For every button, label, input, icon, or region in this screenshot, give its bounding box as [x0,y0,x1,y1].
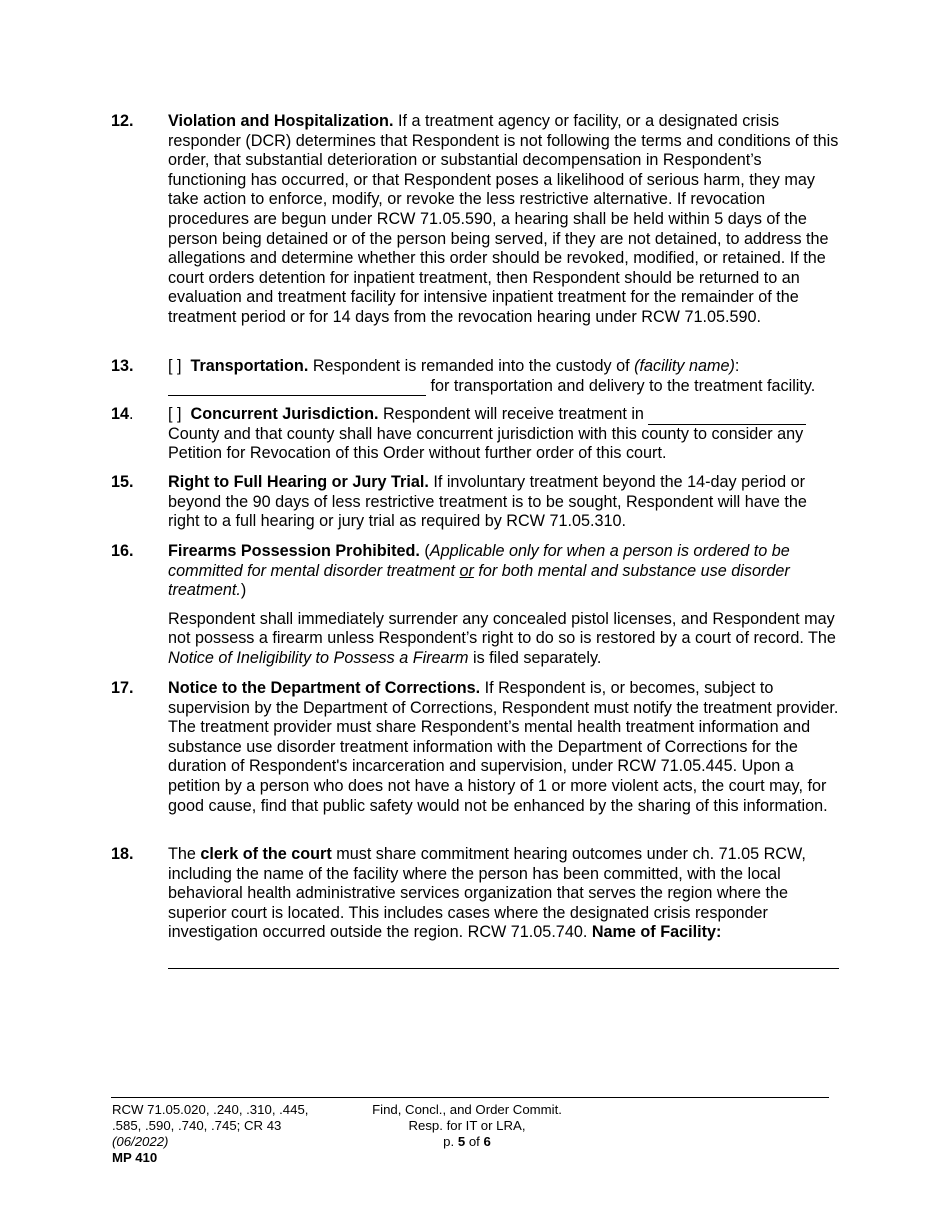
form-title-line: Resp. for IT or LRA, [408,1118,526,1133]
item-title: Violation and Hospitalization. [168,112,394,130]
item-text: County and that county shall have concurrent jurisdiction with this county to consider any Petition for Revocation of this Order without further order of this court. [168,424,804,463]
item-title: Right to Full Hearing or Jury Trial. [168,473,429,491]
page-total: 6 [483,1134,491,1149]
page-prefix: p. [443,1134,455,1149]
name-of-facility-field[interactable] [168,968,839,969]
note-or: or [459,561,474,580]
clerk-of-court: clerk of the court [200,845,332,863]
footer-citations [112,1102,352,1166]
item-number-digits: 14 [111,405,130,423]
item-text: If involuntary treatment beyond the 14-day period or beyond the 90 days of less restrictive treatment is to be sought, Respondent will have the right to a full hearing or jury trial as required by RCW 71.05.310. [168,473,807,531]
item-text: for transportation and delivery to the treatment facility. [430,376,816,395]
item-18 [111,845,841,943]
facility-name-hint: (facility name) [634,357,735,375]
form-id: MP 410 [112,1150,158,1165]
notice-title: Notice of Ineligibility to Possess a Firearm [168,648,469,667]
page-number [352,1134,582,1150]
item-text: Respondent is remanded into the custody of [312,357,630,375]
item-title: Transportation. [190,357,309,375]
item-number: 12. [111,112,134,130]
item-number: 17. [111,679,134,697]
item-14 [111,405,841,464]
colon: : [734,357,740,375]
item-15 [111,473,841,532]
item-text: If Respondent is, or becomes, subject to supervision by the Department of Corrections, Respondent must notify the treatment provider. The treatment provider must share Respondent’s mental health treatment information and substance use disorder treatment information with the Department of Corrections for the duration of Respondent's incarceration and supervision, under RCW 71.05.445. Upon a petition by a person who does not have a history of 1 or more violent acts, the court may, for good cause, find that public safety would not be enhanced by the sharing of this information. [168,679,839,815]
item-text: is filed separately. [472,648,602,667]
item-number-dot: . [129,405,134,423]
note-part: for both mental and substance use disorder treatment. [168,561,790,600]
item-title: Firearms Possession Prohibited. [168,542,420,560]
facility-name-field[interactable] [168,379,426,396]
county-field[interactable] [648,408,806,425]
rcw-line: RCW 71.05.020, .240, .310, .445, [112,1102,309,1117]
page-current: 5 [457,1134,466,1149]
note-part: Applicable only for when a person is ordered to be committed for mental disorder treatment [168,542,790,580]
item-text: Respondent shall immediately surrender any concealed pistol licenses, and Respondent may not possess a firearm unless Respondent’s right to do so is restored by a court of record. The [168,609,836,648]
item-number: 16. [111,542,134,560]
paren: ) [240,581,247,600]
item-text: The [168,845,196,863]
paren: ( [424,542,430,560]
footer-divider [111,1097,829,1098]
item-12 [111,112,841,328]
item-number: 18. [111,845,134,863]
facility-label: Name of Facility: [591,923,722,942]
item-text: If a treatment agency or facility, or a designated crisis responder (DCR) determines that Respondent is not following the terms and conditions of this order, that substantial deterioration or substantial decompensation in Respondent’s functioning has occurred, or that Respondent poses a likelihood of serious harm, they may take action to enforce, modify, or revoke the less restrictive alternative. If revocation procedures are begun under RCW 71.05.590, a hearing shall be held within 5 days of the person being detained or of the person being served, if they are not detained, to address the allegations and determine whether this order should be revoked, modified, or retained. If the court orders detention for inpatient treatment, then Respondent should be returned to an evaluation and treatment facility for intensive inpatient treatment for the remainder of the treatment period or for 14 days from the revocation hearing under RCW 71.05.590. [168,112,839,326]
page-of: of [468,1134,480,1149]
item-13 [111,357,841,396]
item-title: Concurrent Jurisdiction. [190,405,379,423]
item-16 [111,542,841,669]
item-text: must share commitment hearing outcomes under ch. 71.05 RCW, including the name of the facility where the person has been committed, with the local behavioral health administrative services organization that serves the region where the superior court is located. This includes cases where the designated crisis responder investigation occurred outside the region. RCW 71.05.740. [168,845,806,942]
item-title: Notice to the Department of Corrections. [168,679,481,697]
item-text: Respondent will receive treatment in [382,405,644,423]
transportation-checkbox[interactable]: [ ] [168,357,182,375]
item-number [111,405,134,425]
item-number: 13. [111,357,134,375]
item-subparagraph [168,610,841,669]
item-number: 15. [111,473,134,491]
footer-title [352,1102,582,1150]
rcw-line: .585, .590, .740, .745; CR 43 [112,1118,282,1133]
concurrent-jurisdiction-checkbox[interactable]: [ ] [168,405,182,423]
form-title-line: Find, Concl., and Order Commit. [372,1102,562,1117]
item-17 [111,679,841,816]
form-date: (06/2022) [112,1134,169,1149]
